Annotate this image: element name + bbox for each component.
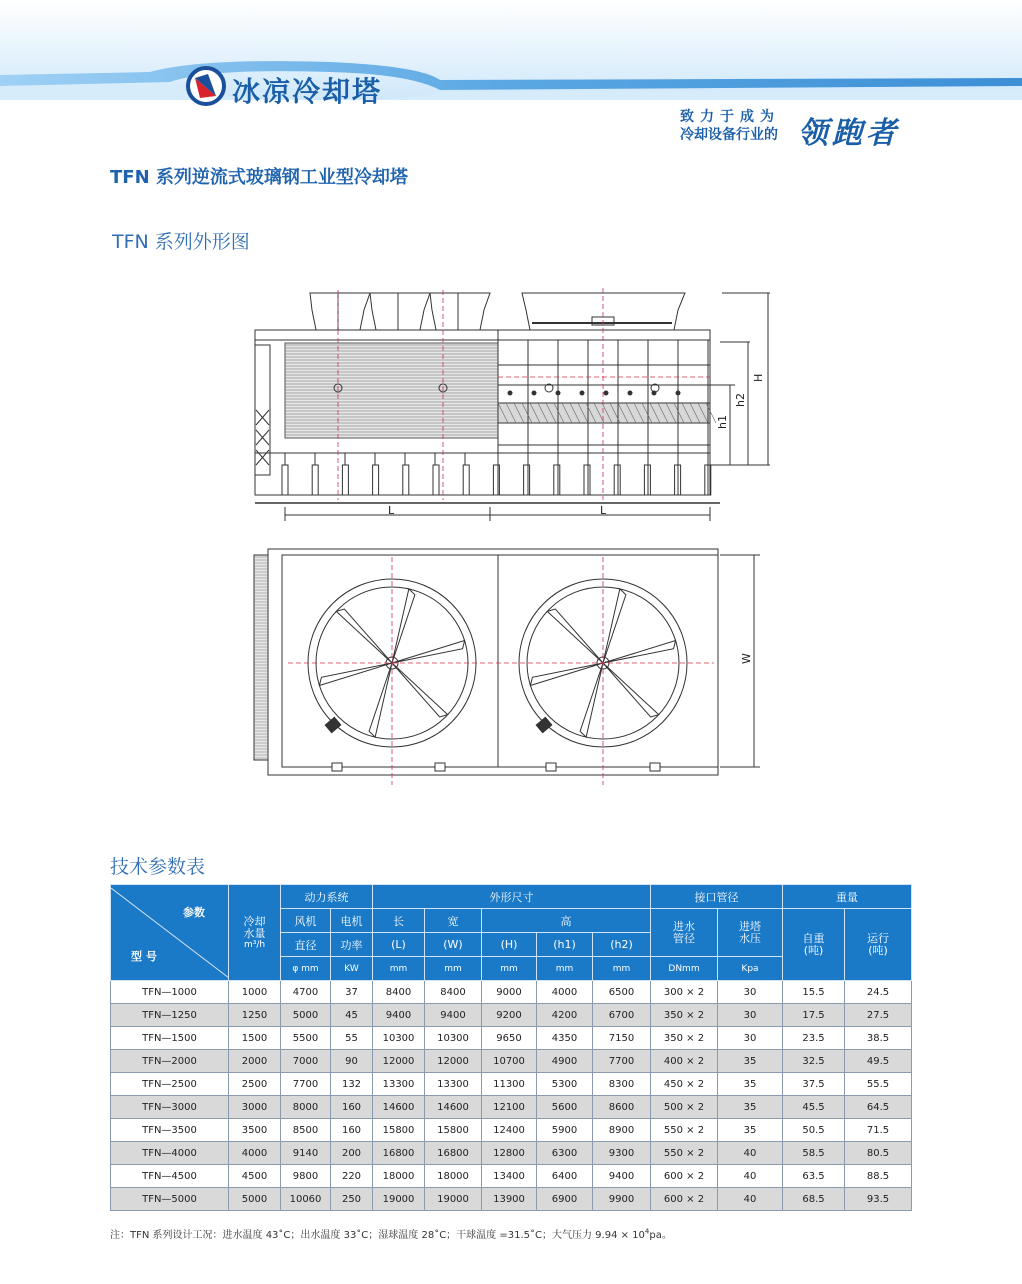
table-cell: 8500: [281, 1119, 331, 1142]
u-mm-W: mm: [425, 957, 482, 981]
table-cell: 40: [718, 1188, 783, 1211]
table-cell: 160: [331, 1096, 373, 1119]
table-cell: 14600: [425, 1096, 482, 1119]
table-cell: 14600: [373, 1096, 425, 1119]
corner-model-label: 型 号: [131, 949, 157, 963]
table-cell: 6700: [593, 1004, 651, 1027]
table-cell: 9300: [593, 1142, 651, 1165]
table-cell: 2500: [229, 1073, 281, 1096]
table-cell: 12100: [482, 1096, 537, 1119]
dim-H-label: H: [752, 373, 765, 382]
table-cell: 8400: [373, 981, 425, 1004]
table-cell: 55.5: [845, 1073, 912, 1096]
table-cell: 250: [331, 1188, 373, 1211]
table-cell: 12400: [482, 1119, 537, 1142]
table-cell: 13300: [425, 1073, 482, 1096]
slogan-line1: 致力于成为: [680, 109, 780, 125]
table-cell: 55: [331, 1027, 373, 1050]
table-cell: 10300: [425, 1027, 482, 1050]
table-cell: 4000: [229, 1142, 281, 1165]
h-L: (L): [373, 933, 425, 957]
brand-logo-icon: [186, 66, 226, 106]
table-row: [111, 1073, 912, 1096]
table-cell: 8000: [281, 1096, 331, 1119]
u-mm-h2: mm: [593, 957, 651, 981]
table-cell: 350 × 2: [651, 1004, 718, 1027]
table-cell: 9000: [482, 981, 537, 1004]
table-cell: 13300: [373, 1073, 425, 1096]
table-cell: 160: [331, 1119, 373, 1142]
table-cell: 2000: [229, 1050, 281, 1073]
table-cell: 35: [718, 1119, 783, 1142]
table-cell: 5000: [229, 1188, 281, 1211]
table-row: [111, 1165, 912, 1188]
table-cell: 450 × 2: [651, 1073, 718, 1096]
u-mm-h1: mm: [537, 957, 593, 981]
table-cell: 37.5: [783, 1073, 845, 1096]
table-cell: 9400: [425, 1004, 482, 1027]
h-motor: 电机: [331, 909, 373, 933]
table-cell: 9400: [373, 1004, 425, 1027]
table-cell: 19000: [373, 1188, 425, 1211]
table-row: [111, 1050, 912, 1073]
table-cell: 6300: [537, 1142, 593, 1165]
table-cell: 17.5: [783, 1004, 845, 1027]
table-cell: 200: [331, 1142, 373, 1165]
table-cell: 5000: [281, 1004, 331, 1027]
table-cell: 5300: [537, 1073, 593, 1096]
table-cell: 40: [718, 1165, 783, 1188]
dimension-W: [720, 555, 760, 767]
table-cell: 5600: [537, 1096, 593, 1119]
table-cell: 3500: [229, 1119, 281, 1142]
h-wid: 宽: [425, 909, 482, 933]
dim-h2-label: h2: [734, 393, 747, 407]
table-row: [111, 1096, 912, 1119]
grp-weight: 重量: [783, 885, 912, 909]
table-cell: 1500: [229, 1027, 281, 1050]
table-cell: 35: [718, 1073, 783, 1096]
table-cell: 7150: [593, 1027, 651, 1050]
table-cell: 300 × 2: [651, 981, 718, 1004]
table-row: [111, 981, 912, 1004]
table-cell: 4900: [537, 1050, 593, 1073]
table-cell: 23.5: [783, 1027, 845, 1050]
table-cell: 13400: [482, 1165, 537, 1188]
table-cell: 500 × 2: [651, 1096, 718, 1119]
table-cell: TFN—1500: [111, 1027, 229, 1050]
table-cell: TFN—2000: [111, 1050, 229, 1073]
table-cell: 38.5: [845, 1027, 912, 1050]
table-cell: 400 × 2: [651, 1050, 718, 1073]
dim-L-label-2: L: [600, 504, 607, 517]
dimension-heights: [710, 293, 770, 465]
table-cell: 12800: [482, 1142, 537, 1165]
grp-pipe: 接口管径: [651, 885, 783, 909]
table-cell: 18000: [373, 1165, 425, 1188]
u-kpa: Kpa: [718, 957, 783, 981]
spec-table-body: [111, 981, 912, 1211]
grp-power: 动力系统: [281, 885, 373, 909]
h-inlet-pressure: 进塔 水压: [718, 909, 783, 957]
table-cell: 15800: [425, 1119, 482, 1142]
table-cell: 1000: [229, 981, 281, 1004]
table-cell: 6500: [593, 981, 651, 1004]
grp-dims: 外形尺寸: [373, 885, 651, 909]
table-cell: 8300: [593, 1073, 651, 1096]
table-cell: 5900: [537, 1119, 593, 1142]
page-header: [0, 0, 1022, 160]
table-cell: TFN—4500: [111, 1165, 229, 1188]
u-dn: DNmm: [651, 957, 718, 981]
table-row: [111, 1027, 912, 1050]
table-cell: 45.5: [783, 1096, 845, 1119]
footnote-exp: 4: [644, 1227, 650, 1236]
table-cell: 30: [718, 1004, 783, 1027]
table-cell: 5500: [281, 1027, 331, 1050]
table-cell: TFN—1000: [111, 981, 229, 1004]
table-cell: 35: [718, 1050, 783, 1073]
table-cell: 4500: [229, 1165, 281, 1188]
h-diam: 直径: [281, 933, 331, 957]
h-H: (H): [482, 933, 537, 957]
table-cell: 3000: [229, 1096, 281, 1119]
table-cell: TFN—5000: [111, 1188, 229, 1211]
table-cell: 7700: [593, 1050, 651, 1073]
table-cell: 18000: [425, 1165, 482, 1188]
table-cell: 32.5: [783, 1050, 845, 1073]
table-row: [111, 1142, 912, 1165]
h-W: (W): [425, 933, 482, 957]
table-cell: 90: [331, 1050, 373, 1073]
h-self-weight: 自重 (吨): [783, 909, 845, 981]
table-row: [111, 1004, 912, 1027]
table-cell: TFN—1250: [111, 1004, 229, 1027]
table-cell: 600 × 2: [651, 1188, 718, 1211]
table-cell: 9650: [482, 1027, 537, 1050]
dim-L-label-1: L: [388, 504, 395, 517]
col-water: 冷却 水量 m³/h: [229, 885, 281, 981]
u-diam: φ mm: [281, 957, 331, 981]
dim-h1-label: h1: [716, 415, 729, 429]
table-cell: 35: [718, 1096, 783, 1119]
spec-table: [110, 884, 912, 1211]
table-corner: [111, 885, 229, 981]
brand-name: 冰凉冷却塔: [232, 75, 383, 108]
slogan-small: [680, 108, 780, 144]
table-cell: 11300: [482, 1073, 537, 1096]
table-cell: 93.5: [845, 1188, 912, 1211]
table-cell: 63.5: [783, 1165, 845, 1188]
table-cell: 7000: [281, 1050, 331, 1073]
table-cell: 6900: [537, 1188, 593, 1211]
table-cell: 12000: [425, 1050, 482, 1073]
table-cell: 88.5: [845, 1165, 912, 1188]
h-h1: (h1): [537, 933, 593, 957]
h-height: 高: [482, 909, 651, 933]
table-cell: 6400: [537, 1165, 593, 1188]
u-kw: KW: [331, 957, 373, 981]
table-cell: 8600: [593, 1096, 651, 1119]
table-cell: 9400: [593, 1165, 651, 1188]
footnote-text: 注：TFN 系列设计工况：进水温度 43˚C；出水温度 33˚C；湿球温度 28˚C；干球温度 =31.5˚C；大气压力 9.94 × 10: [110, 1230, 645, 1241]
table-cell: 40: [718, 1142, 783, 1165]
table-cell: 9140: [281, 1142, 331, 1165]
table-cell: 12000: [373, 1050, 425, 1073]
h-len: 长: [373, 909, 425, 933]
table-row: [111, 1119, 912, 1142]
table-cell: 30: [718, 1027, 783, 1050]
fan-stacks-left: [310, 293, 490, 330]
table-cell: 10300: [373, 1027, 425, 1050]
table-cell: 19000: [425, 1188, 482, 1211]
dimension-L: [285, 504, 710, 521]
h-power: 功率: [331, 933, 373, 957]
table-cell: 16800: [425, 1142, 482, 1165]
plan-view: [254, 549, 718, 775]
table-cell: 24.5: [845, 981, 912, 1004]
footnote: [110, 1226, 672, 1241]
table-cell: 45: [331, 1004, 373, 1027]
table-cell: TFN—3000: [111, 1096, 229, 1119]
table-cell: 58.5: [783, 1142, 845, 1165]
table-cell: 9900: [593, 1188, 651, 1211]
u-mm-H: mm: [482, 957, 537, 981]
h-h2: (h2): [593, 933, 651, 957]
table-cell: 550 × 2: [651, 1142, 718, 1165]
table-cell: 4700: [281, 981, 331, 1004]
table-section-title: 技术参数表: [110, 856, 206, 878]
table-cell: TFN—4000: [111, 1142, 229, 1165]
footnote-tail: pa。: [649, 1230, 672, 1241]
table-cell: 15800: [373, 1119, 425, 1142]
page-title: TFN 系列逆流式玻璃钢工业型冷却塔: [110, 167, 408, 188]
table-cell: 132: [331, 1073, 373, 1096]
table-cell: TFN—3500: [111, 1119, 229, 1142]
table-cell: 4000: [537, 981, 593, 1004]
table-cell: 71.5: [845, 1119, 912, 1142]
table-cell: 9800: [281, 1165, 331, 1188]
table-row: [111, 1188, 912, 1211]
table-cell: 50.5: [783, 1119, 845, 1142]
table-cell: 600 × 2: [651, 1165, 718, 1188]
table-cell: 8400: [425, 981, 482, 1004]
table-cell: 220: [331, 1165, 373, 1188]
slogan-line2: 冷却设备行业的: [680, 127, 778, 143]
table-cell: 68.5: [783, 1188, 845, 1211]
drawing-section-title: TFN 系列外形图: [112, 231, 250, 253]
table-cell: 13900: [482, 1188, 537, 1211]
dim-W-label: W: [740, 653, 753, 664]
table-cell: 350 × 2: [651, 1027, 718, 1050]
table-cell: 30: [718, 981, 783, 1004]
table-cell: 27.5: [845, 1004, 912, 1027]
table-cell: 550 × 2: [651, 1119, 718, 1142]
table-cell: 9200: [482, 1004, 537, 1027]
fan-stack-right: [522, 293, 685, 330]
h-inlet: 进水 管径: [651, 909, 718, 957]
slogan-big: 领跑者: [798, 116, 900, 151]
table-cell: 37: [331, 981, 373, 1004]
corner-diagonal: [111, 888, 229, 978]
table-cell: 8900: [593, 1119, 651, 1142]
table-cell: 7700: [281, 1073, 331, 1096]
corner-param-label: 参数: [183, 905, 205, 919]
table-cell: TFN—2500: [111, 1073, 229, 1096]
h-fan: 风机: [281, 909, 331, 933]
h-run-weight: 运行 (吨): [845, 909, 912, 981]
table-cell: 80.5: [845, 1142, 912, 1165]
table-cell: 4350: [537, 1027, 593, 1050]
table-cell: 49.5: [845, 1050, 912, 1073]
table-cell: 4200: [537, 1004, 593, 1027]
table-cell: 1250: [229, 1004, 281, 1027]
table-cell: 10700: [482, 1050, 537, 1073]
table-cell: 16800: [373, 1142, 425, 1165]
outline-drawing: [240, 285, 800, 795]
table-cell: 15.5: [783, 981, 845, 1004]
table-cell: 64.5: [845, 1096, 912, 1119]
table-cell: 10060: [281, 1188, 331, 1211]
u-mm-L: mm: [373, 957, 425, 981]
